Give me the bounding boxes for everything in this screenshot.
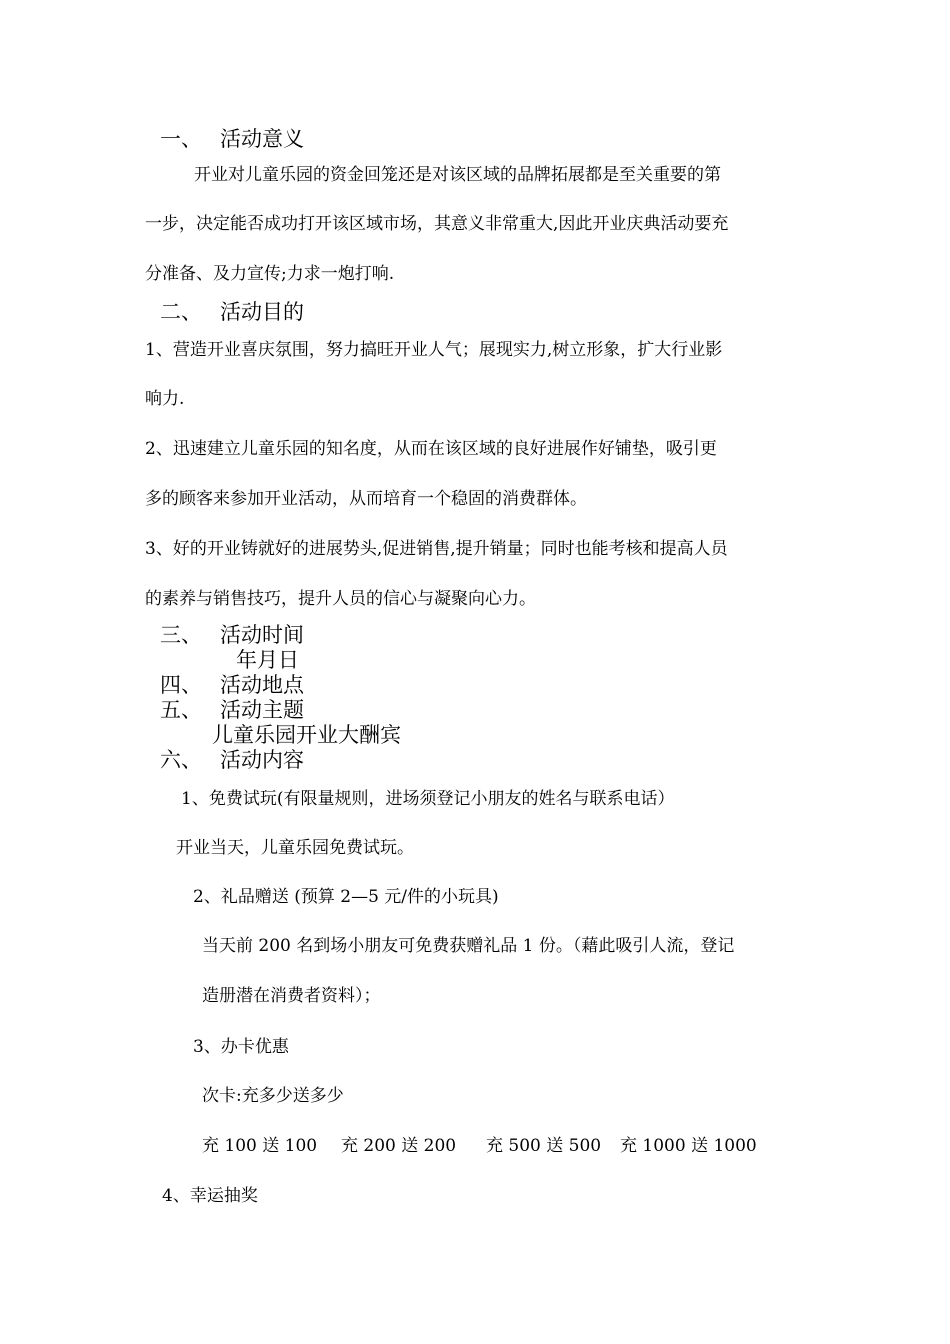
offer-item: 充 500 送 500 bbox=[486, 1136, 602, 1156]
list-item-body: 次卡:充多少送多少 bbox=[202, 1086, 344, 1106]
paragraph-line: 的素养与销售技巧，提升人员的信心与凝聚向心力。 bbox=[145, 589, 536, 609]
section-title: 活动主题 bbox=[220, 698, 304, 722]
section-sub-text: 儿童乐园开业大酬宾 bbox=[212, 723, 401, 747]
paragraph-line: 分准备、及力宣传;力求一炮打响. bbox=[145, 264, 395, 284]
list-item-body: 开业当天，儿童乐园免费试玩。 bbox=[176, 838, 414, 858]
list-item-body: 当天前 200 名到场小朋友可免费获赠礼品 1 份。（藉此吸引人流，登记 bbox=[202, 936, 735, 956]
list-item-title: 4、幸运抽奖 bbox=[162, 1186, 258, 1206]
section-title: 活动地点 bbox=[220, 673, 304, 697]
offer-item: 充 1000 送 1000 bbox=[620, 1136, 757, 1156]
list-item-body: 造册潜在消费者资料）； bbox=[202, 986, 381, 1006]
paragraph-line: 一步，决定能否成功打开该区域市场，其意义非常重大,因此开业庆典活动要充 bbox=[145, 214, 729, 234]
section-number: 六、 bbox=[160, 748, 202, 772]
section-title: 活动目的 bbox=[220, 300, 304, 324]
list-item-title: 2、礼品赠送 (预算 2—5 元/件的小玩具) bbox=[193, 887, 499, 907]
section-number: 二、 bbox=[160, 300, 202, 324]
offer-item: 充 100 送 100 bbox=[202, 1136, 318, 1156]
section-number: 四、 bbox=[160, 673, 202, 697]
section-number: 五、 bbox=[160, 698, 202, 722]
section-number: 三、 bbox=[160, 623, 202, 647]
list-item-title: 1、免费试玩(有限量规则，进场须登记小朋友的姓名与联系电话） bbox=[181, 789, 675, 809]
offer-item: 充 200 送 200 bbox=[341, 1136, 457, 1156]
list-item-title: 3、办卡优惠 bbox=[193, 1037, 289, 1057]
paragraph-line: 响力. bbox=[145, 389, 185, 409]
section-number: 一、 bbox=[160, 127, 202, 151]
section-title: 活动内容 bbox=[220, 748, 304, 772]
paragraph-line: 开业对儿童乐园的资金回笼还是对该区域的品牌拓展都是至关重要的第 bbox=[194, 165, 721, 185]
section-title: 活动意义 bbox=[220, 127, 304, 151]
section-title: 活动时间 bbox=[220, 623, 304, 647]
paragraph-line: 2、迅速建立儿童乐园的知名度，从而在该区域的良好进展作好铺垫，吸引更 bbox=[145, 439, 717, 459]
paragraph-line: 1、营造开业喜庆氛围，努力搞旺开业人气；展现实力,树立形象，扩大行业影 bbox=[145, 340, 723, 360]
paragraph-line: 3、好的开业铸就好的进展势头,促进销售,提升销量；同时也能考核和提高人员 bbox=[145, 539, 728, 559]
section-sub-text: 年月日 bbox=[236, 648, 299, 672]
paragraph-line: 多的顾客来参加开业活动，从而培育一个稳固的消费群体。 bbox=[145, 489, 587, 509]
